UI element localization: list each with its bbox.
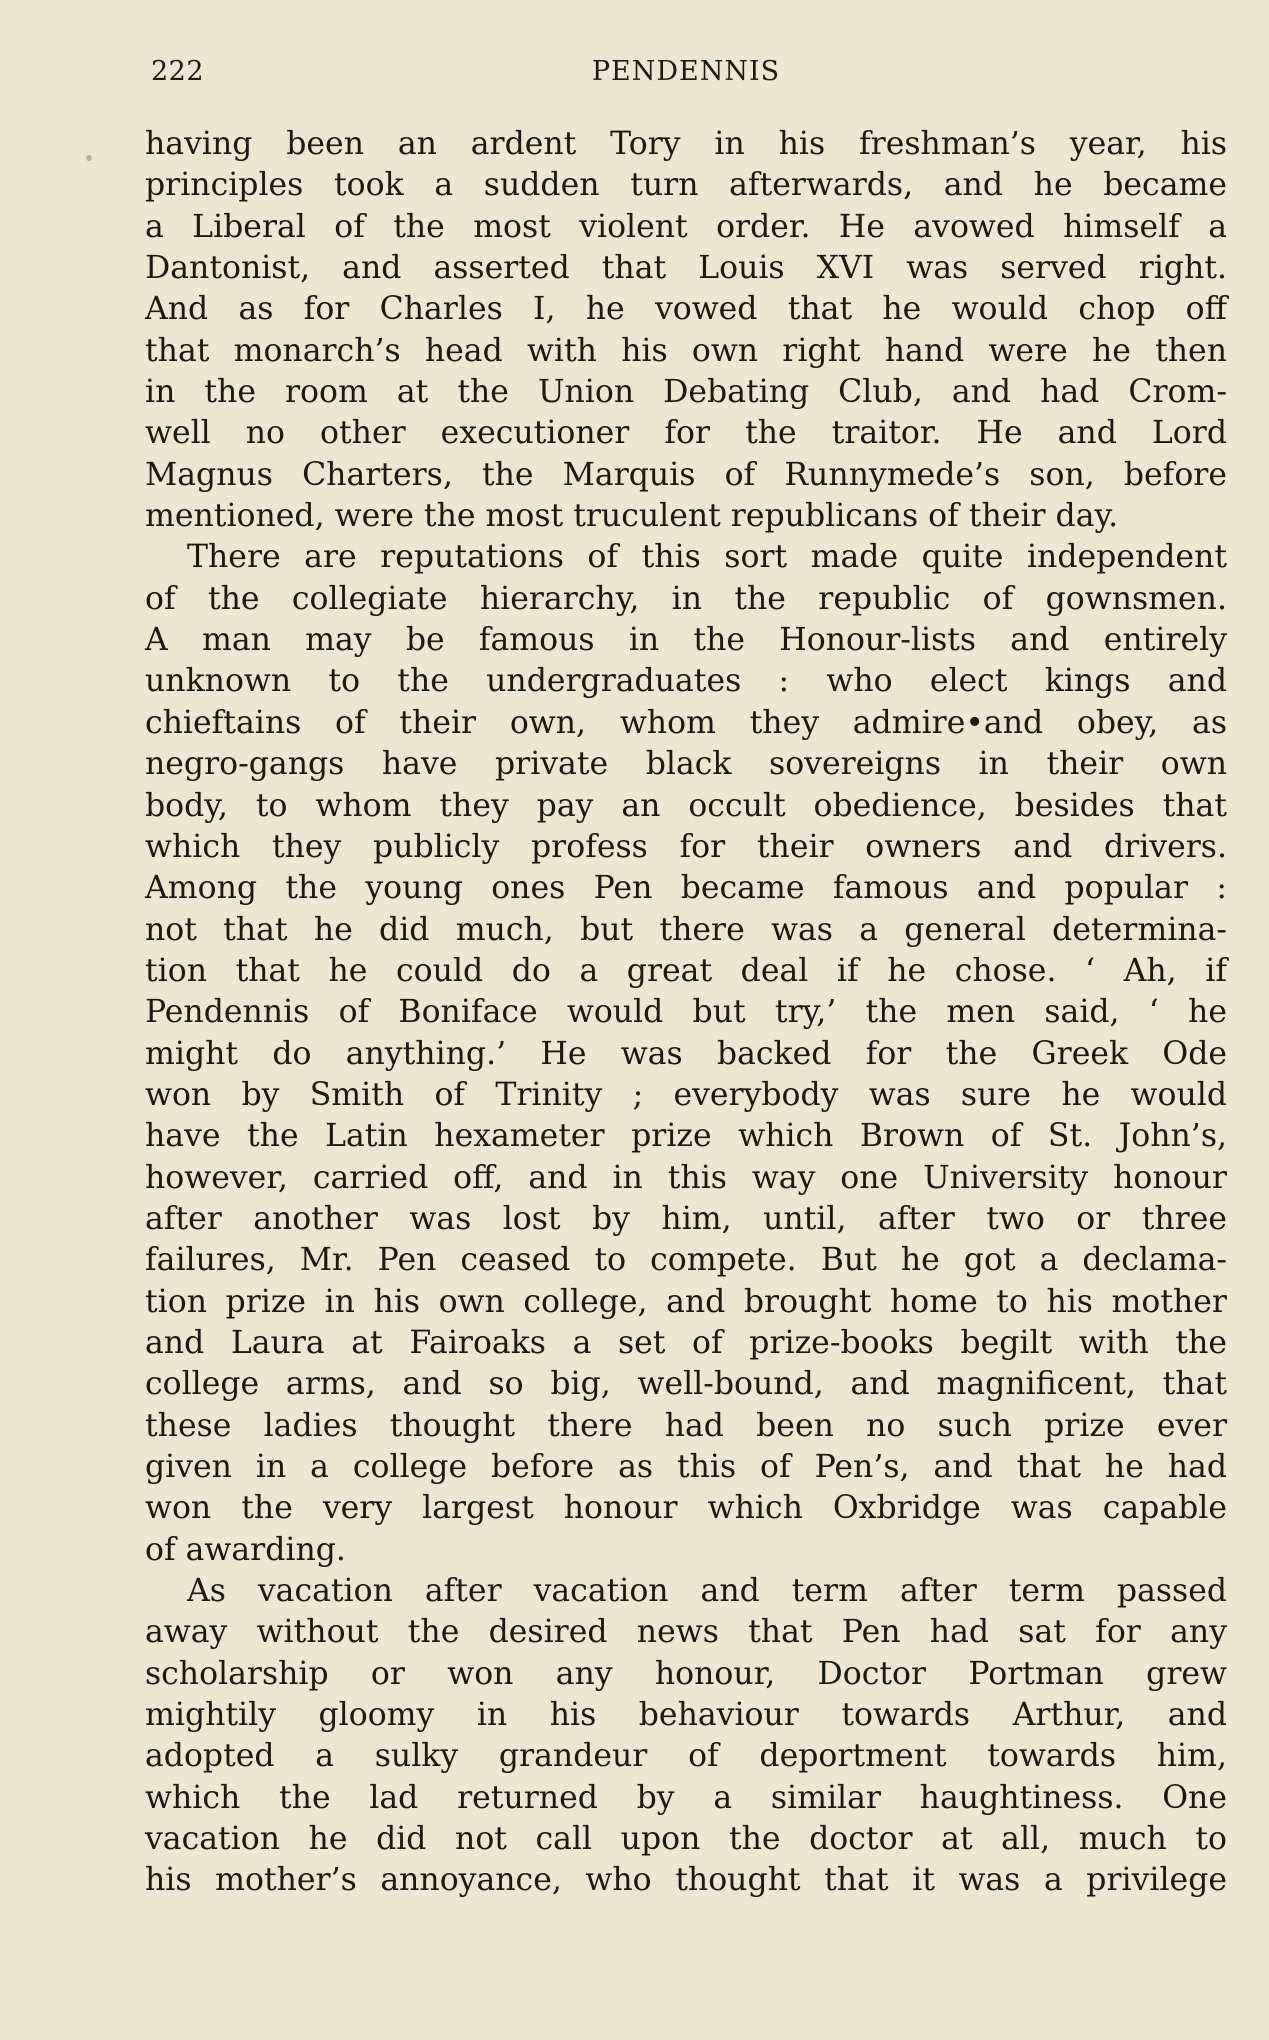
text-line-28: failures, Mr. Pen ceased to compete. But he got a declama- (145, 1242, 1227, 1279)
text-line-7: in the room at the Union Debating Club, and had Crom- (145, 374, 1227, 411)
text-line-16: negro-gangs have private black sovereigns in their own (145, 746, 1227, 783)
text-line-41: which the lad returned by a similar haughtiness. One (145, 1779, 1227, 1816)
running-title: PENDENNIS (591, 56, 781, 87)
text-line-15: chieftains of their own, whom they admire•and obey, as (145, 704, 1227, 741)
body-text (145, 124, 1227, 1902)
text-line-5: And as for Charles I, he vowed that he would chop off (145, 291, 1227, 328)
text-line-36: As vacation after vacation and term after term passed (187, 1573, 1227, 1610)
text-line-17: body, to whom they pay an occult obedience, besides that (145, 787, 1227, 824)
text-line-19: Among the young ones Pen became famous and popular : (145, 870, 1227, 907)
text-line-21: tion that he could do a great deal if he chose. ‘ Ah, if (145, 952, 1227, 989)
text-line-37: away without the desired news that Pen had sat for any (145, 1614, 1227, 1651)
text-line-40: adopted a sulky grandeur of deportment towards him, (145, 1738, 1227, 1775)
text-line-39: mightily gloomy in his behaviour towards Arthur, and (145, 1697, 1227, 1734)
text-line-12: of the collegiate hierarchy, in the republic of gownsmen. (145, 580, 1227, 617)
text-line-1: having been an ardent Tory in his freshman’s year, his (145, 126, 1227, 162)
text-line-33: given in a college before as this of Pen’s, and that he had (145, 1449, 1227, 1485)
running-head (151, 52, 1221, 92)
text-line-24: won by Smith of Trinity ; everybody was sure he would (145, 1076, 1227, 1113)
text-line-6: that monarch’s head with his own right hand were he then (145, 332, 1227, 369)
text-line-23: might do anything.’ He was backed for the Greek Ode (145, 1035, 1227, 1072)
text-line-20: not that he did much, but there was a general determina- (145, 911, 1227, 948)
text-line-11: There are reputations of this sort made quite independent (187, 539, 1227, 576)
text-line-32: these ladies thought there had been no such prize ever (145, 1407, 1227, 1444)
text-line-2: principles took a sudden turn afterwards, and he became (145, 167, 1227, 204)
text-line-13: A man may be famous in the Honour-lists and entirely (145, 622, 1227, 659)
text-line-31: college arms, and so big, well-bound, and magnificent, that (145, 1366, 1227, 1403)
text-line-9: Magnus Charters, the Marquis of Runnymede’s son, before (145, 456, 1227, 493)
text-line-38: scholarship or won any honour, Doctor Portman grew (145, 1655, 1227, 1692)
text-line-4: Dantonist, and asserted that Louis XVI was served right. (145, 250, 1227, 287)
text-line-30: and Laura at Fairoaks a set of prize-books begilt with the (145, 1324, 1227, 1361)
text-line-22: Pendennis of Boniface would but try,’ the men said, ‘ he (145, 994, 1227, 1031)
text-line-43: his mother’s annoyance, who thought that it was a privilege (145, 1862, 1227, 1899)
text-line-35: of awarding. (145, 1531, 346, 1568)
text-line-27: after another was lost by him, until, after two or three (145, 1200, 1227, 1237)
text-line-34: won the very largest honour which Oxbridge was capable (145, 1490, 1227, 1527)
text-line-18: which they publicly profess for their owners and drivers. (145, 828, 1227, 865)
text-line-25: have the Latin hexameter prize which Brown of St. John’s, (145, 1118, 1227, 1155)
text-line-10: mentioned, were the most truculent republicans of their day. (145, 498, 1119, 535)
text-line-42: vacation he did not call upon the doctor at all, much to (145, 1821, 1227, 1858)
margin-speck (86, 155, 92, 161)
text-line-29: tion prize in his own college, and brought home to his mother (145, 1283, 1227, 1320)
text-line-14: unknown to the undergraduates : who elect kings and (145, 663, 1227, 700)
text-line-3: a Liberal of the most violent order. He avowed himself a (145, 208, 1227, 245)
page-number: 222 (151, 56, 205, 87)
text-line-8: well no other executioner for the traitor. He and Lord (145, 415, 1227, 452)
text-line-26: however, carried off, and in this way one University honour (145, 1159, 1227, 1196)
